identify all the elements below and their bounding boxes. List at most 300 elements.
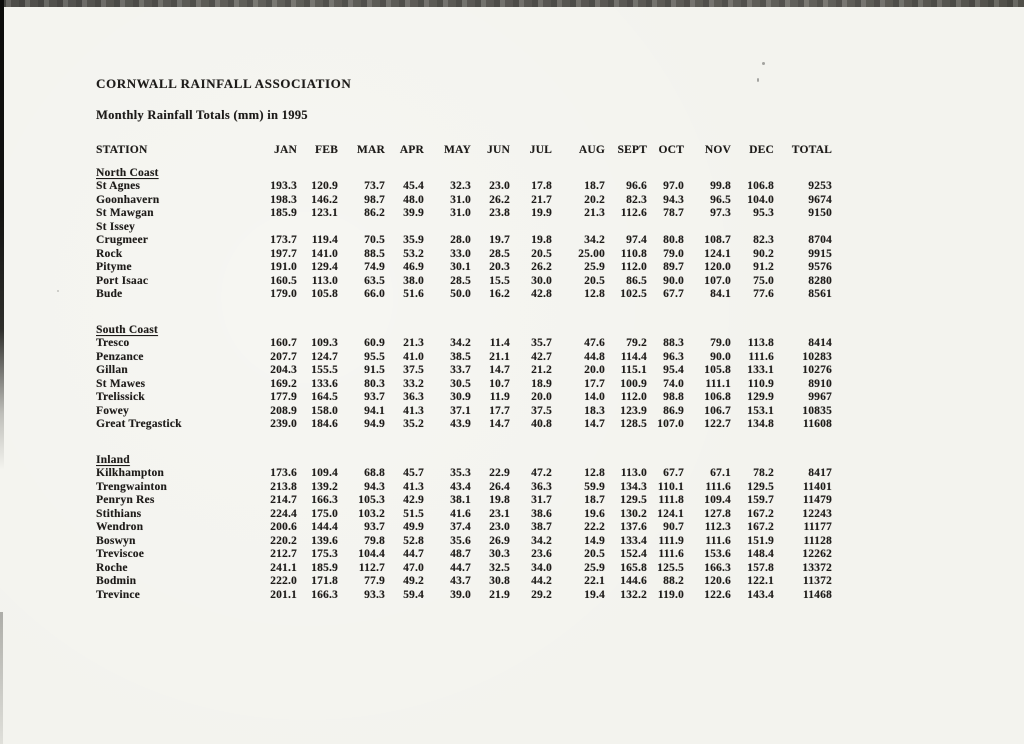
cell-value: 200.6 xyxy=(270,521,297,533)
cell-value: 45.4 xyxy=(403,180,424,192)
cell-value: 213.8 xyxy=(270,480,297,493)
station-name: Kilkhampton xyxy=(96,467,165,479)
cell-value: 10283 xyxy=(802,350,832,363)
table-row xyxy=(96,207,832,221)
cell-value: 41.6 xyxy=(450,507,471,520)
cell-value: 86.2 xyxy=(364,207,385,219)
rainfall-table xyxy=(96,144,832,602)
cell-value: 52.8 xyxy=(403,534,424,547)
cell-value: 49.2 xyxy=(403,575,424,587)
column-header: MAY xyxy=(443,144,471,156)
section-title: North Coast xyxy=(96,166,159,179)
cell-value: 129.4 xyxy=(311,261,338,273)
cell-value: 110.1 xyxy=(657,480,684,493)
table-row xyxy=(96,234,832,248)
cell-value: 14.7 xyxy=(584,418,605,430)
cell-value: 36.3 xyxy=(403,391,424,403)
cell-value: 133.4 xyxy=(620,534,647,547)
cell-value: 59.9 xyxy=(584,480,605,493)
station-name: Rock xyxy=(96,247,123,260)
cell-value: 19.6 xyxy=(584,507,605,520)
cell-value: 144.6 xyxy=(620,575,647,587)
cell-value: 86.5 xyxy=(626,274,647,287)
cell-value: 23.1 xyxy=(489,507,510,520)
cell-value: 12243 xyxy=(802,507,832,520)
section-title: Inland xyxy=(96,453,130,466)
cell-value: 108.7 xyxy=(704,234,731,246)
cell-value: 175.3 xyxy=(311,548,338,560)
cell-value: 88.3 xyxy=(663,337,684,349)
cell-value: 41.3 xyxy=(403,404,424,417)
cell-value: 97.3 xyxy=(710,207,731,219)
cell-value: 129.9 xyxy=(747,391,774,403)
cell-value: 120.6 xyxy=(704,575,731,587)
cell-value: 113.8 xyxy=(747,337,774,349)
cell-value: 222.0 xyxy=(270,575,297,587)
cell-value: 8417 xyxy=(808,467,832,479)
cell-value: 14.7 xyxy=(489,418,510,430)
cell-value: 38.7 xyxy=(531,521,552,533)
station-name: Gillan xyxy=(96,364,128,376)
column-header: AUG xyxy=(578,144,605,156)
cell-value: 26.2 xyxy=(489,193,510,206)
cell-value: 122.7 xyxy=(704,418,731,430)
cell-value: 31.0 xyxy=(450,193,471,206)
column-header: OCT xyxy=(658,144,684,156)
cell-value: 19.8 xyxy=(489,494,510,506)
cell-value: 132.2 xyxy=(620,588,647,601)
table-row xyxy=(96,494,832,508)
cell-value: 128.5 xyxy=(620,418,647,430)
table-row xyxy=(96,548,832,562)
cell-value: 33.7 xyxy=(450,364,471,376)
cell-value: 177.9 xyxy=(270,391,297,403)
table-row xyxy=(96,337,832,351)
cell-value: 185.9 xyxy=(311,561,338,574)
cell-value xyxy=(684,221,731,235)
station-name: Trengwainton xyxy=(96,480,167,493)
cell-value: 123.9 xyxy=(620,404,647,417)
cell-value: 32.5 xyxy=(489,561,510,574)
cell-value: 93.3 xyxy=(364,588,385,601)
cell-value xyxy=(552,221,605,235)
cell-value: 184.6 xyxy=(311,418,338,430)
cell-value: 129.5 xyxy=(747,480,774,493)
cell-value: 105.3 xyxy=(358,494,385,506)
cell-value: 80.3 xyxy=(364,377,385,390)
cell-value: 185.9 xyxy=(270,207,297,219)
cell-value: 34.2 xyxy=(450,337,471,349)
station-name: Stithians xyxy=(96,507,142,520)
cell-value: 63.5 xyxy=(364,274,385,287)
cell-value: 44.7 xyxy=(403,548,424,560)
cell-value: 96.3 xyxy=(663,350,684,363)
cell-value: 47.6 xyxy=(584,337,605,349)
cell-value: 198.3 xyxy=(270,193,297,206)
cell-value: 104.4 xyxy=(358,548,385,560)
table-row xyxy=(96,248,832,262)
cell-value: 8561 xyxy=(808,288,832,300)
cell-value: 8704 xyxy=(808,234,832,246)
cell-value: 124.1 xyxy=(704,247,731,260)
cell-value: 106.7 xyxy=(704,404,731,417)
cell-value: 111.1 xyxy=(705,377,731,390)
scan-speck xyxy=(57,290,59,292)
column-header: MAR xyxy=(356,144,385,156)
cell-value: 165.8 xyxy=(620,561,647,574)
cell-value: 11401 xyxy=(802,480,832,493)
cell-value: 111.6 xyxy=(705,480,731,493)
cell-value: 109.4 xyxy=(311,467,338,479)
cell-value: 14.9 xyxy=(584,534,605,547)
cell-value: 49.9 xyxy=(403,521,424,533)
scan-speck xyxy=(762,62,765,65)
station-name: St Mawgan xyxy=(96,207,154,219)
cell-value: 94.3 xyxy=(364,480,385,493)
table-row xyxy=(96,180,832,194)
cell-value: 12262 xyxy=(802,548,832,560)
cell-value: 28.5 xyxy=(450,274,471,287)
cell-value: 97.0 xyxy=(663,180,684,192)
cell-value: 12.8 xyxy=(584,288,605,300)
cell-value: 79.8 xyxy=(364,534,385,547)
cell-value xyxy=(297,221,338,235)
cell-value: 20.3 xyxy=(489,261,510,273)
cell-value: 133.1 xyxy=(747,364,774,376)
cell-value: 14.7 xyxy=(489,364,510,376)
table-row xyxy=(96,194,832,208)
cell-value: 28.5 xyxy=(489,247,510,260)
cell-value: 11.4 xyxy=(489,337,510,349)
cell-value: 137.6 xyxy=(620,521,647,533)
cell-value: 42.7 xyxy=(531,350,552,363)
table-row xyxy=(96,261,832,275)
cell-value: 111.6 xyxy=(658,548,684,560)
cell-value: 41.3 xyxy=(403,480,424,493)
cell-value: 144.4 xyxy=(311,521,338,533)
cell-value: 79.0 xyxy=(663,247,684,260)
cell-value: 141.0 xyxy=(311,247,338,260)
cell-value: 74.0 xyxy=(663,377,684,390)
section-header-row xyxy=(96,432,832,468)
cell-value: 157.8 xyxy=(747,561,774,574)
cell-value: 153.6 xyxy=(704,548,731,560)
cell-value: 78.7 xyxy=(663,207,684,219)
station-name: Trevince xyxy=(96,588,140,601)
document-content xyxy=(96,76,832,602)
table-row xyxy=(96,418,832,432)
cell-value xyxy=(244,221,297,235)
cell-value: 38.0 xyxy=(403,274,424,287)
cell-value: 18.3 xyxy=(584,404,605,417)
cell-value: 111.8 xyxy=(658,494,684,506)
cell-value: 22.9 xyxy=(489,467,510,479)
cell-value: 41.0 xyxy=(403,350,424,363)
cell-value: 169.2 xyxy=(270,377,297,390)
cell-value xyxy=(385,221,424,235)
cell-value: 37.5 xyxy=(531,404,552,417)
section-title: South Coast xyxy=(96,323,158,336)
cell-value: 94.9 xyxy=(364,418,385,430)
station-name: Goonhavern xyxy=(96,193,160,206)
cell-value xyxy=(424,221,471,235)
cell-value: 30.8 xyxy=(489,575,510,587)
scan-edge-top xyxy=(0,0,1024,7)
cell-value: 51.5 xyxy=(403,507,424,520)
cell-value xyxy=(471,221,510,235)
cell-value: 25.9 xyxy=(584,561,605,574)
cell-value: 239.0 xyxy=(270,418,297,430)
cell-value: 119.4 xyxy=(311,234,338,246)
cell-value: 36.3 xyxy=(531,480,552,493)
cell-value: 45.7 xyxy=(403,467,424,479)
station-name: Trelissick xyxy=(96,391,145,403)
cell-value: 122.1 xyxy=(747,575,774,587)
cell-value: 110.9 xyxy=(747,377,774,390)
cell-value: 26.9 xyxy=(489,534,510,547)
cell-value: 96.6 xyxy=(626,180,647,192)
cell-value: 25.9 xyxy=(584,261,605,273)
cell-value: 21.3 xyxy=(584,207,605,219)
cell-value xyxy=(338,221,385,235)
cell-value: 10276 xyxy=(802,364,832,376)
cell-value: 59.4 xyxy=(403,588,424,601)
cell-value: 20.5 xyxy=(584,274,605,287)
cell-value: 133.6 xyxy=(311,377,338,390)
cell-value: 23.0 xyxy=(489,521,510,533)
column-header-station: STATION xyxy=(96,144,148,156)
cell-value: 160.7 xyxy=(270,337,297,349)
cell-value: 22.1 xyxy=(584,575,605,587)
cell-value: 109.4 xyxy=(704,494,731,506)
cell-value: 82.3 xyxy=(626,193,647,206)
cell-value: 112.6 xyxy=(620,207,647,219)
cell-value: 20.2 xyxy=(584,193,605,206)
cell-value: 139.6 xyxy=(311,534,338,547)
station-name: Wendron xyxy=(96,521,144,533)
cell-value: 191.0 xyxy=(270,261,297,273)
station-name: Fowey xyxy=(96,404,129,417)
table-row xyxy=(96,391,832,405)
cell-value: 111.6 xyxy=(705,534,731,547)
cell-value: 31.0 xyxy=(450,207,471,219)
cell-value: 204.3 xyxy=(270,364,297,376)
cell-value: 153.1 xyxy=(747,404,774,417)
cell-value: 38.1 xyxy=(450,494,471,506)
cell-value: 97.4 xyxy=(626,234,647,246)
cell-value: 77.9 xyxy=(364,575,385,587)
cell-value: 10.7 xyxy=(489,377,510,390)
cell-value: 17.7 xyxy=(584,377,605,390)
table-row xyxy=(96,221,832,235)
cell-value: 70.5 xyxy=(364,234,385,246)
cell-value: 82.3 xyxy=(753,234,774,246)
cell-value: 21.7 xyxy=(531,193,552,206)
cell-value: 15.5 xyxy=(489,274,510,287)
cell-value: 39.0 xyxy=(450,588,471,601)
cell-value: 84.1 xyxy=(710,288,731,300)
cell-value: 14.0 xyxy=(584,391,605,403)
cell-value: 88.5 xyxy=(364,247,385,260)
cell-value: 11372 xyxy=(802,575,832,587)
cell-value: 106.8 xyxy=(704,391,731,403)
cell-value: 47.0 xyxy=(403,561,424,574)
cell-value: 129.5 xyxy=(620,494,647,506)
cell-value: 119.0 xyxy=(657,588,684,601)
cell-value: 44.8 xyxy=(584,350,605,363)
cell-value: 143.4 xyxy=(747,588,774,601)
cell-value: 18.7 xyxy=(584,180,605,192)
station-name: Port Isaac xyxy=(96,274,149,287)
cell-value: 21.9 xyxy=(489,588,510,601)
cell-value: 75.0 xyxy=(753,274,774,287)
cell-value: 11608 xyxy=(802,418,832,430)
cell-value: 48.0 xyxy=(403,193,424,206)
cell-value: 120.0 xyxy=(704,261,731,273)
cell-value: 114.4 xyxy=(620,350,647,363)
cell-value: 139.2 xyxy=(311,480,338,493)
cell-value: 125.5 xyxy=(657,561,684,574)
cell-value: 48.7 xyxy=(450,548,471,560)
table-row xyxy=(96,364,832,378)
cell-value: 146.2 xyxy=(311,193,338,206)
cell-value: 8910 xyxy=(808,377,832,390)
cell-value: 30.9 xyxy=(450,391,471,403)
cell-value: 51.6 xyxy=(403,288,424,300)
cell-value: 39.9 xyxy=(403,207,424,219)
cell-value: 26.2 xyxy=(531,261,552,273)
table-row xyxy=(96,288,832,302)
cell-value: 50.0 xyxy=(450,288,471,300)
cell-value: 90.2 xyxy=(753,247,774,260)
cell-value: 208.9 xyxy=(270,404,297,417)
table-row xyxy=(96,575,832,589)
cell-value: 42.9 xyxy=(403,494,424,506)
station-name: Crugmeer xyxy=(96,234,149,246)
cell-value: 115.1 xyxy=(620,364,647,376)
cell-value: 68.8 xyxy=(364,467,385,479)
cell-value: 90.7 xyxy=(663,521,684,533)
cell-value: 109.3 xyxy=(311,337,338,349)
cell-value: 122.6 xyxy=(704,588,731,601)
cell-value: 179.0 xyxy=(270,288,297,300)
cell-value: 44.7 xyxy=(450,561,471,574)
cell-value: 124.1 xyxy=(657,507,684,520)
cell-value: 17.8 xyxy=(531,180,552,192)
cell-value: 67.7 xyxy=(663,288,684,300)
cell-value: 166.3 xyxy=(311,588,338,601)
cell-value: 98.8 xyxy=(663,391,684,403)
cell-value: 155.5 xyxy=(311,364,338,376)
cell-value: 100.9 xyxy=(620,377,647,390)
cell-value: 37.5 xyxy=(403,364,424,376)
cell-value: 18.9 xyxy=(531,377,552,390)
cell-value: 9253 xyxy=(808,180,832,192)
cell-value: 95.5 xyxy=(364,350,385,363)
cell-value: 35.2 xyxy=(403,418,424,430)
cell-value: 34.0 xyxy=(531,561,552,574)
column-header: FEB xyxy=(315,144,338,156)
cell-value: 9915 xyxy=(808,247,832,260)
cell-value: 28.0 xyxy=(450,234,471,246)
cell-value: 96.5 xyxy=(710,193,731,206)
cell-value: 113.0 xyxy=(620,467,647,479)
cell-value: 9967 xyxy=(808,391,832,403)
cell-value: 35.6 xyxy=(450,534,471,547)
cell-value: 80.8 xyxy=(663,234,684,246)
cell-value: 11128 xyxy=(803,534,832,547)
cell-value: 148.4 xyxy=(747,548,774,560)
cell-value: 44.2 xyxy=(531,575,552,587)
document-title: CORNWALL RAINFALL ASSOCIATION xyxy=(96,76,352,91)
cell-value: 33.2 xyxy=(403,377,424,390)
column-header: JAN xyxy=(274,144,297,156)
column-header: TOTAL xyxy=(791,144,832,156)
cell-value: 106.8 xyxy=(747,180,774,192)
cell-value: 30.0 xyxy=(531,274,552,287)
cell-value: 67.1 xyxy=(710,467,731,479)
cell-value: 127.8 xyxy=(704,507,731,520)
station-name: Great Tregastick xyxy=(96,418,182,430)
cell-value: 20.0 xyxy=(584,364,605,376)
cell-value: 167.2 xyxy=(747,521,774,533)
cell-value xyxy=(605,221,647,235)
cell-value: 22.2 xyxy=(584,521,605,533)
cell-value: 171.8 xyxy=(311,575,338,587)
cell-value: 112.0 xyxy=(620,261,647,273)
cell-value: 99.8 xyxy=(710,180,731,192)
cell-value: 37.4 xyxy=(450,521,471,533)
cell-value: 35.7 xyxy=(531,337,552,349)
table-row xyxy=(96,521,832,535)
station-name: St Issey xyxy=(96,220,135,233)
cell-value: 9150 xyxy=(808,207,832,219)
cell-value: 10835 xyxy=(802,404,832,417)
table-row xyxy=(96,508,832,522)
cell-value: 23.6 xyxy=(531,548,552,560)
station-name: Boswyn xyxy=(96,534,136,547)
cell-value: 78.2 xyxy=(753,467,774,479)
cell-value: 123.1 xyxy=(311,207,338,219)
cell-value: 159.7 xyxy=(747,494,774,506)
cell-value: 17.7 xyxy=(489,404,510,417)
cell-value: 95.3 xyxy=(753,207,774,219)
cell-value: 35.9 xyxy=(403,234,424,246)
cell-value: 20.5 xyxy=(531,247,552,260)
cell-value xyxy=(647,221,684,235)
cell-value: 151.9 xyxy=(747,534,774,547)
column-header: JUN xyxy=(487,144,510,156)
cell-value: 30.5 xyxy=(450,377,471,390)
table-row xyxy=(96,351,832,365)
cell-value: 23.8 xyxy=(489,207,510,219)
cell-value: 13372 xyxy=(802,561,832,574)
cell-value: 37.1 xyxy=(450,404,471,417)
cell-value: 46.9 xyxy=(403,261,424,273)
cell-value: 86.9 xyxy=(663,404,684,417)
cell-value: 77.6 xyxy=(753,288,774,300)
column-header: SEPT xyxy=(617,144,647,156)
station-name: Penryn Res xyxy=(96,494,155,506)
cell-value: 93.7 xyxy=(364,391,385,403)
cell-value xyxy=(510,221,552,235)
cell-value: 20.0 xyxy=(531,391,552,403)
cell-value: 67.7 xyxy=(663,467,684,479)
cell-value: 19.7 xyxy=(489,234,510,246)
cell-value: 111.9 xyxy=(658,534,684,547)
cell-value: 112.3 xyxy=(704,521,731,533)
table-row xyxy=(96,467,832,481)
